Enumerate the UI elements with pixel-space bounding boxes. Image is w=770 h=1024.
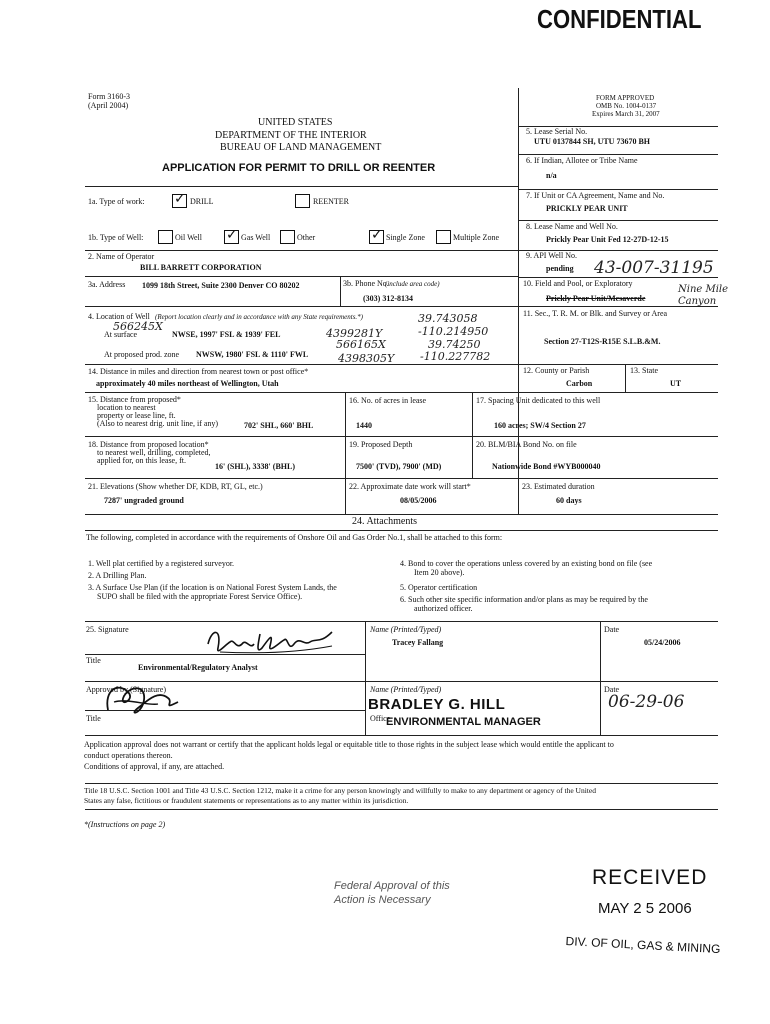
rule-1b (85, 250, 518, 251)
lease-name-value: Prickly Pear Unit Fed 12-27D-12-15 (546, 235, 669, 244)
divider-3b (340, 277, 341, 306)
rule-8 (518, 220, 718, 221)
rule-2 (85, 276, 518, 277)
distance-property-label-4: (Also to nearest drig. unit line, if any) (97, 419, 219, 428)
form-number: Form 3160-3 (88, 92, 130, 101)
unit-agreement-value: PRICKLY PEAR UNIT (546, 204, 628, 213)
surface-northing-handwritten: 4399281Y (326, 327, 383, 340)
operator-value: BILL BARRETT CORPORATION (140, 263, 262, 272)
proposed-depth-label: 19. Proposed Depth (349, 440, 413, 449)
rule-21 (85, 514, 718, 515)
distance-well-label-3: applied for, on this lease, ft. (97, 456, 186, 465)
distance-town-value: approximately 40 miles northeast of Wellington, Utah (96, 379, 279, 388)
spacing-unit-value: 160 acres; SW/4 Section 27 (494, 421, 586, 430)
footer-legal-1: Title 18 U.S.C. Section 1001 and Title 43 U.S.C. Section 1212, make it a crime for any person knowingly and willfully to make to any department or agency of the United (84, 786, 596, 795)
operator-label: 2. Name of Operator (88, 252, 155, 261)
location-label: 4. Location of Well (88, 312, 150, 321)
other-checkbox[interactable] (280, 230, 295, 244)
approver-signature (98, 680, 188, 720)
phone-label: 3b. Phone No. (343, 279, 389, 288)
divider-16b (472, 392, 473, 478)
attach-item-6b: authorized officer. (414, 604, 473, 613)
rule-15 (85, 436, 718, 437)
unit-agreement-label: 7. If Unit or CA Agreement, Name and No. (526, 191, 665, 200)
api-well-value: pending (546, 264, 574, 273)
right-column-divider (518, 88, 519, 500)
rule-7 (518, 189, 718, 190)
divider-23 (518, 478, 519, 514)
footer-disclaimer-2: conduct operations thereon. (84, 751, 173, 760)
type-well-label: 1b. Type of Well: (88, 233, 144, 242)
rule-6 (518, 154, 718, 155)
acres-lease-value: 1440 (356, 421, 372, 430)
omb-number: OMB No. 1004-0137 (596, 102, 657, 110)
field-pool-handwritten: Nine Mile Canyon (678, 284, 729, 307)
phone-value: (303) 312-8134 (363, 294, 413, 303)
drill-checkbox[interactable] (172, 194, 187, 208)
field-pool-value: Prickly Pear Unit/Mesaverde (546, 294, 646, 303)
distance-well-value: 16' (SHL), 3338' (BHL) (215, 462, 296, 471)
bh-easting-handwritten: 566165X (336, 338, 386, 351)
rule-attach (85, 530, 718, 531)
sec-twp-label: 11. Sec., T. R. M. or Blk. and Survey or Area (523, 309, 668, 318)
expires: Expires March 31, 2007 (592, 110, 660, 118)
divider-12 (625, 364, 626, 392)
distance-property-value: 702' SHL, 660' BHL (244, 421, 314, 430)
address-label: 3a. Address (88, 280, 126, 289)
received-stamp-division: DIV. OF OIL, GAS & MINING (565, 934, 721, 957)
bond-label: 20. BLM/BIA Bond No. on file (476, 440, 577, 449)
surface-easting-handwritten: 566245X (113, 320, 163, 333)
single-zone-checkbox[interactable] (369, 230, 384, 244)
start-date-value: 08/05/2006 (400, 496, 437, 505)
rule-approved (85, 735, 718, 736)
type-work-label: 1a. Type of work: (88, 197, 145, 206)
other-label: Other (297, 233, 316, 242)
footer-disclaimer-3: Conditions of approval, if any, are attached. (84, 762, 225, 771)
agency-line-3: BUREAU OF LAND MANAGEMENT (220, 142, 382, 153)
phone-note: (include area code) (385, 280, 440, 288)
lease-serial-label: 5. Lease Serial No. (526, 127, 588, 136)
federal-approval-stamp-2: Action is Necessary (334, 894, 431, 906)
distance-property-label-3: property or lease line, ft. (97, 411, 176, 420)
date2-value: 06-29-06 (608, 692, 685, 712)
office-value: ENVIRONMENTAL MANAGER (386, 716, 541, 728)
attach-item-4: 4. Bond to cover the operations unless covered by an existing bond on file (see (400, 559, 653, 568)
rule-4 (85, 364, 718, 365)
rule-sig (85, 621, 718, 622)
form-date: (April 2004) (88, 101, 129, 110)
agency-line-1: UNITED STATES (258, 117, 333, 128)
drill-label: DRILL (190, 197, 214, 206)
office-label: Office (370, 714, 391, 723)
multiple-zone-label: Multiple Zone (453, 233, 499, 242)
form-title: APPLICATION FOR PERMIT TO DRILL OR REENTER (162, 162, 436, 174)
location-note: (Report location clearly and in accordance with any State requirements.*) (155, 313, 364, 321)
received-stamp-title: RECEIVED (592, 866, 708, 889)
title2-label: Title (86, 714, 101, 723)
date-label: Date (604, 625, 620, 634)
name2-value: BRADLEY G. HILL (368, 696, 506, 713)
multiple-zone-checkbox[interactable] (436, 230, 451, 244)
distance-property-label-2: location to nearest (97, 403, 156, 412)
elevations-value: 7287' ungraded ground (104, 496, 184, 505)
rule-18 (85, 478, 718, 479)
state-label: 13. State (630, 366, 658, 375)
prod-zone-value: NWSW, 1980' FSL & 1110' FWL (196, 350, 309, 359)
divider-date (600, 621, 601, 735)
divider-name (365, 621, 366, 735)
name-value: Tracey Fallang (392, 638, 444, 647)
indian-allotee-value: n/a (546, 171, 557, 180)
received-stamp-date: MAY 2 5 2006 (598, 900, 692, 917)
instructions-note: *(Instructions on page 2) (84, 820, 166, 829)
date-value: 05/24/2006 (644, 638, 681, 647)
attach-item-4b: Item 20 above). (414, 568, 465, 577)
rule-footer (85, 783, 718, 784)
reenter-label: REENTER (313, 197, 349, 206)
approved-by-label: Approved by (Signature) (86, 685, 166, 694)
attach-item-1: 1. Well plat certified by a registered surveyor. (88, 559, 235, 568)
attachments-intro: The following, completed in accordance with the requirements of Onshore Oil and Gas Order No.1, shall be attached to this form: (86, 533, 503, 542)
distance-well-label-2: to nearest well, drilling, completed, (97, 448, 211, 457)
footer-legal-2: States any false, fictitious or fraudulent statements or representations as to any matter within its jurisdiction. (84, 796, 409, 805)
county-label: 12. County or Parish (523, 366, 590, 375)
form-approved: FORM APPROVED (596, 94, 655, 102)
surface-value: NWSE, 1997' FSL & 1939' FEL (172, 330, 281, 339)
surface-lat-handwritten: 39.743058 (418, 312, 478, 325)
agency-line-2: DEPARTMENT OF THE INTERIOR (215, 130, 367, 141)
attach-item-3b: SUPO shall be filed with the appropriate Forest Service Office). (97, 592, 303, 601)
prod-zone-label: At proposed prod. zone (104, 350, 180, 359)
single-zone-label: Single Zone (386, 233, 425, 242)
title-label: Title (86, 656, 101, 665)
attachments-title: 24. Attachments (352, 516, 417, 527)
sec-twp-value: Section 27-T12S-R15E S.L.B.&M. (544, 337, 661, 346)
reenter-checkbox[interactable] (295, 194, 310, 208)
applicant-signature (200, 624, 340, 660)
start-date-label: 22. Approximate date work will start* (349, 482, 471, 491)
attach-item-3: 3. A Surface Use Plan (if the location is on National Forest System Lands, the (88, 583, 337, 592)
gas-well-label: Gas Well (241, 233, 271, 242)
elevations-label: 21. Elevations (Show whether DF, KDB, RT, GL, etc.) (88, 482, 263, 491)
footer-disclaimer-1: Application approval does not warrant or certify that the applicant holds legal or equitable title to those rights in the subject lease which would entitle the applicant to (84, 740, 614, 749)
federal-approval-stamp-1: Federal Approval of this (334, 880, 450, 892)
gas-well-checkbox[interactable] (224, 230, 239, 244)
rule-14 (85, 392, 718, 393)
surface-label: At surface (104, 330, 138, 339)
bh-northing-handwritten: 4398305Y (338, 352, 395, 365)
confidential-stamp: CONFIDENTIAL (537, 4, 702, 34)
oil-well-checkbox[interactable] (158, 230, 173, 244)
divider-16a (345, 392, 346, 514)
lease-name-label: 8. Lease Name and Well No. (526, 222, 618, 231)
signature-label: 25. Signature (86, 625, 129, 634)
attach-item-2: 2. A Drilling Plan. (88, 571, 147, 580)
distance-property-label-1: 15. Distance from proposed* (88, 395, 181, 404)
attach-item-6: 6. Such other site specific information and/or plans as may be required by the (400, 595, 648, 604)
api-well-label: 9. API Well No. (526, 251, 577, 260)
spacing-unit-label: 17. Spacing Unit dedicated to this well (476, 396, 601, 405)
bh-lat-handwritten: 39.74250 (428, 338, 481, 351)
name2-label: Name (Printed/Typed) (370, 685, 442, 694)
acres-lease-label: 16. No. of acres in lease (349, 396, 427, 405)
distance-town-label: 14. Distance in miles and direction from nearest town or post office* (88, 367, 309, 376)
rule-footer2 (85, 809, 718, 810)
rule-3 (85, 306, 518, 307)
duration-value: 60 days (556, 496, 582, 505)
proposed-depth-value: 7500' (TVD), 7900' (MD) (356, 462, 442, 471)
address-value: 1099 18th Street, Suite 2300 Denver CO 80202 (142, 281, 300, 290)
indian-allotee-label: 6. If Indian, Allotee or Tribe Name (526, 156, 638, 165)
name-label: Name (Printed/Typed) (370, 625, 442, 634)
surface-long-handwritten: -110.214950 (418, 325, 489, 338)
rule-header (85, 186, 518, 187)
state-value: UT (670, 379, 682, 388)
date2-label: Date (604, 685, 620, 694)
duration-label: 23. Estimated duration (522, 482, 595, 491)
oil-well-label: Oil Well (175, 233, 202, 242)
bond-value: Nationwide Bond #WYB000040 (492, 462, 601, 471)
field-pool-label: 10. Field and Pool, or Exploratory (523, 279, 633, 288)
attach-item-5: 5. Operator certification (400, 583, 478, 592)
api-well-handwritten: 43-007-31195 (594, 258, 714, 278)
distance-well-label-1: 18. Distance from proposed location* (88, 440, 209, 449)
lease-serial-value: UTU 0137844 SH, UTU 73670 BH (534, 137, 651, 146)
county-value: Carbon (566, 379, 593, 388)
title-value: Environmental/Regulatory Analyst (138, 663, 258, 672)
bh-long-handwritten: -110.227782 (420, 350, 491, 363)
